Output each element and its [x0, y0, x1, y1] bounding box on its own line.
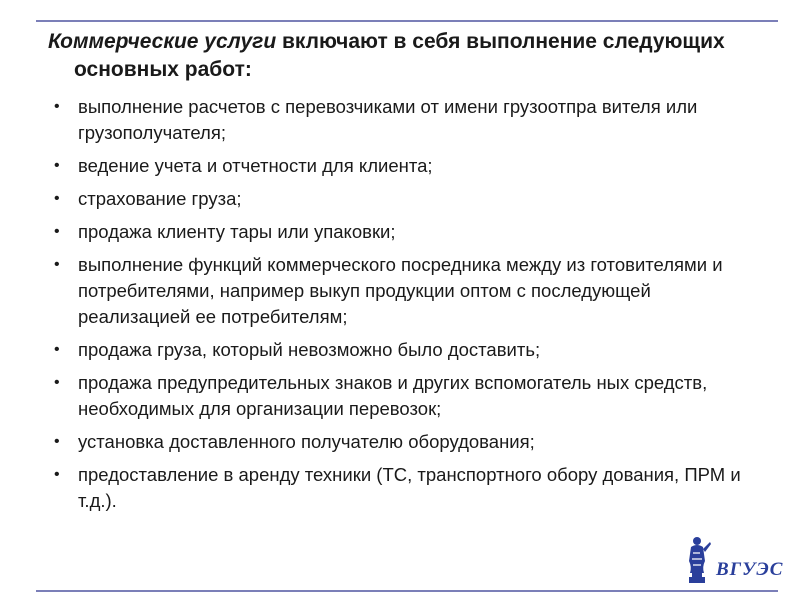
slide-content [48, 28, 748, 521]
list-item [48, 252, 748, 330]
heading-rest: включают в себя выполнение следующих основных работ: [74, 30, 725, 81]
list-item [48, 462, 748, 514]
list-item-text: продажа предупредительных знаков и других вспомогатель ных средств, необходимых для организации перевозок; [78, 372, 708, 419]
list-item-text: ведение учета и отчетности для клиента; [78, 155, 433, 176]
list-item-text: установка доставленного получателю оборудования; [78, 431, 535, 452]
bullet-list [48, 94, 748, 514]
bullet-icon: • [54, 466, 60, 483]
bottom-divider [36, 590, 778, 592]
list-item-text: выполнение расчетов с перевозчиками от имени грузоотпра вителя или грузополучателя; [78, 96, 698, 143]
bullet-icon: • [54, 433, 60, 450]
list-item [48, 370, 748, 422]
top-divider [36, 20, 778, 22]
bullet-icon: • [54, 190, 60, 207]
list-item-text: страхование груза; [78, 188, 242, 209]
bullet-icon: • [54, 256, 60, 273]
list-item-text: продажа клиенту тары или упаковки; [78, 221, 396, 242]
university-logo [680, 533, 784, 585]
list-item-text: предоставление в аренду техники (ТС, транспортного обору дования, ПРМ и т.д.). [78, 464, 741, 511]
list-item [48, 153, 748, 179]
heading-emphasis: Коммерческие услуги [48, 30, 277, 53]
bullet-icon: • [54, 223, 60, 240]
bullet-icon: • [54, 157, 60, 174]
slide-heading [48, 28, 748, 84]
bullet-icon: • [54, 98, 60, 115]
list-item [48, 429, 748, 455]
list-item [48, 186, 748, 212]
list-item [48, 94, 748, 146]
list-item-text: выполнение функций коммерческого посредника между из готовителями и потребителями, например выкуп продукции оптом с последующей реализацией ее потребителям; [78, 254, 723, 327]
statue-emblem-icon [680, 533, 714, 585]
logo-wordmark: ВГУЭС [716, 559, 784, 580]
list-item [48, 219, 748, 245]
bullet-icon: • [54, 341, 60, 358]
bullet-icon: • [54, 374, 60, 391]
list-item-text: продажа груза, который невозможно было доставить; [78, 339, 541, 360]
list-item [48, 337, 748, 363]
